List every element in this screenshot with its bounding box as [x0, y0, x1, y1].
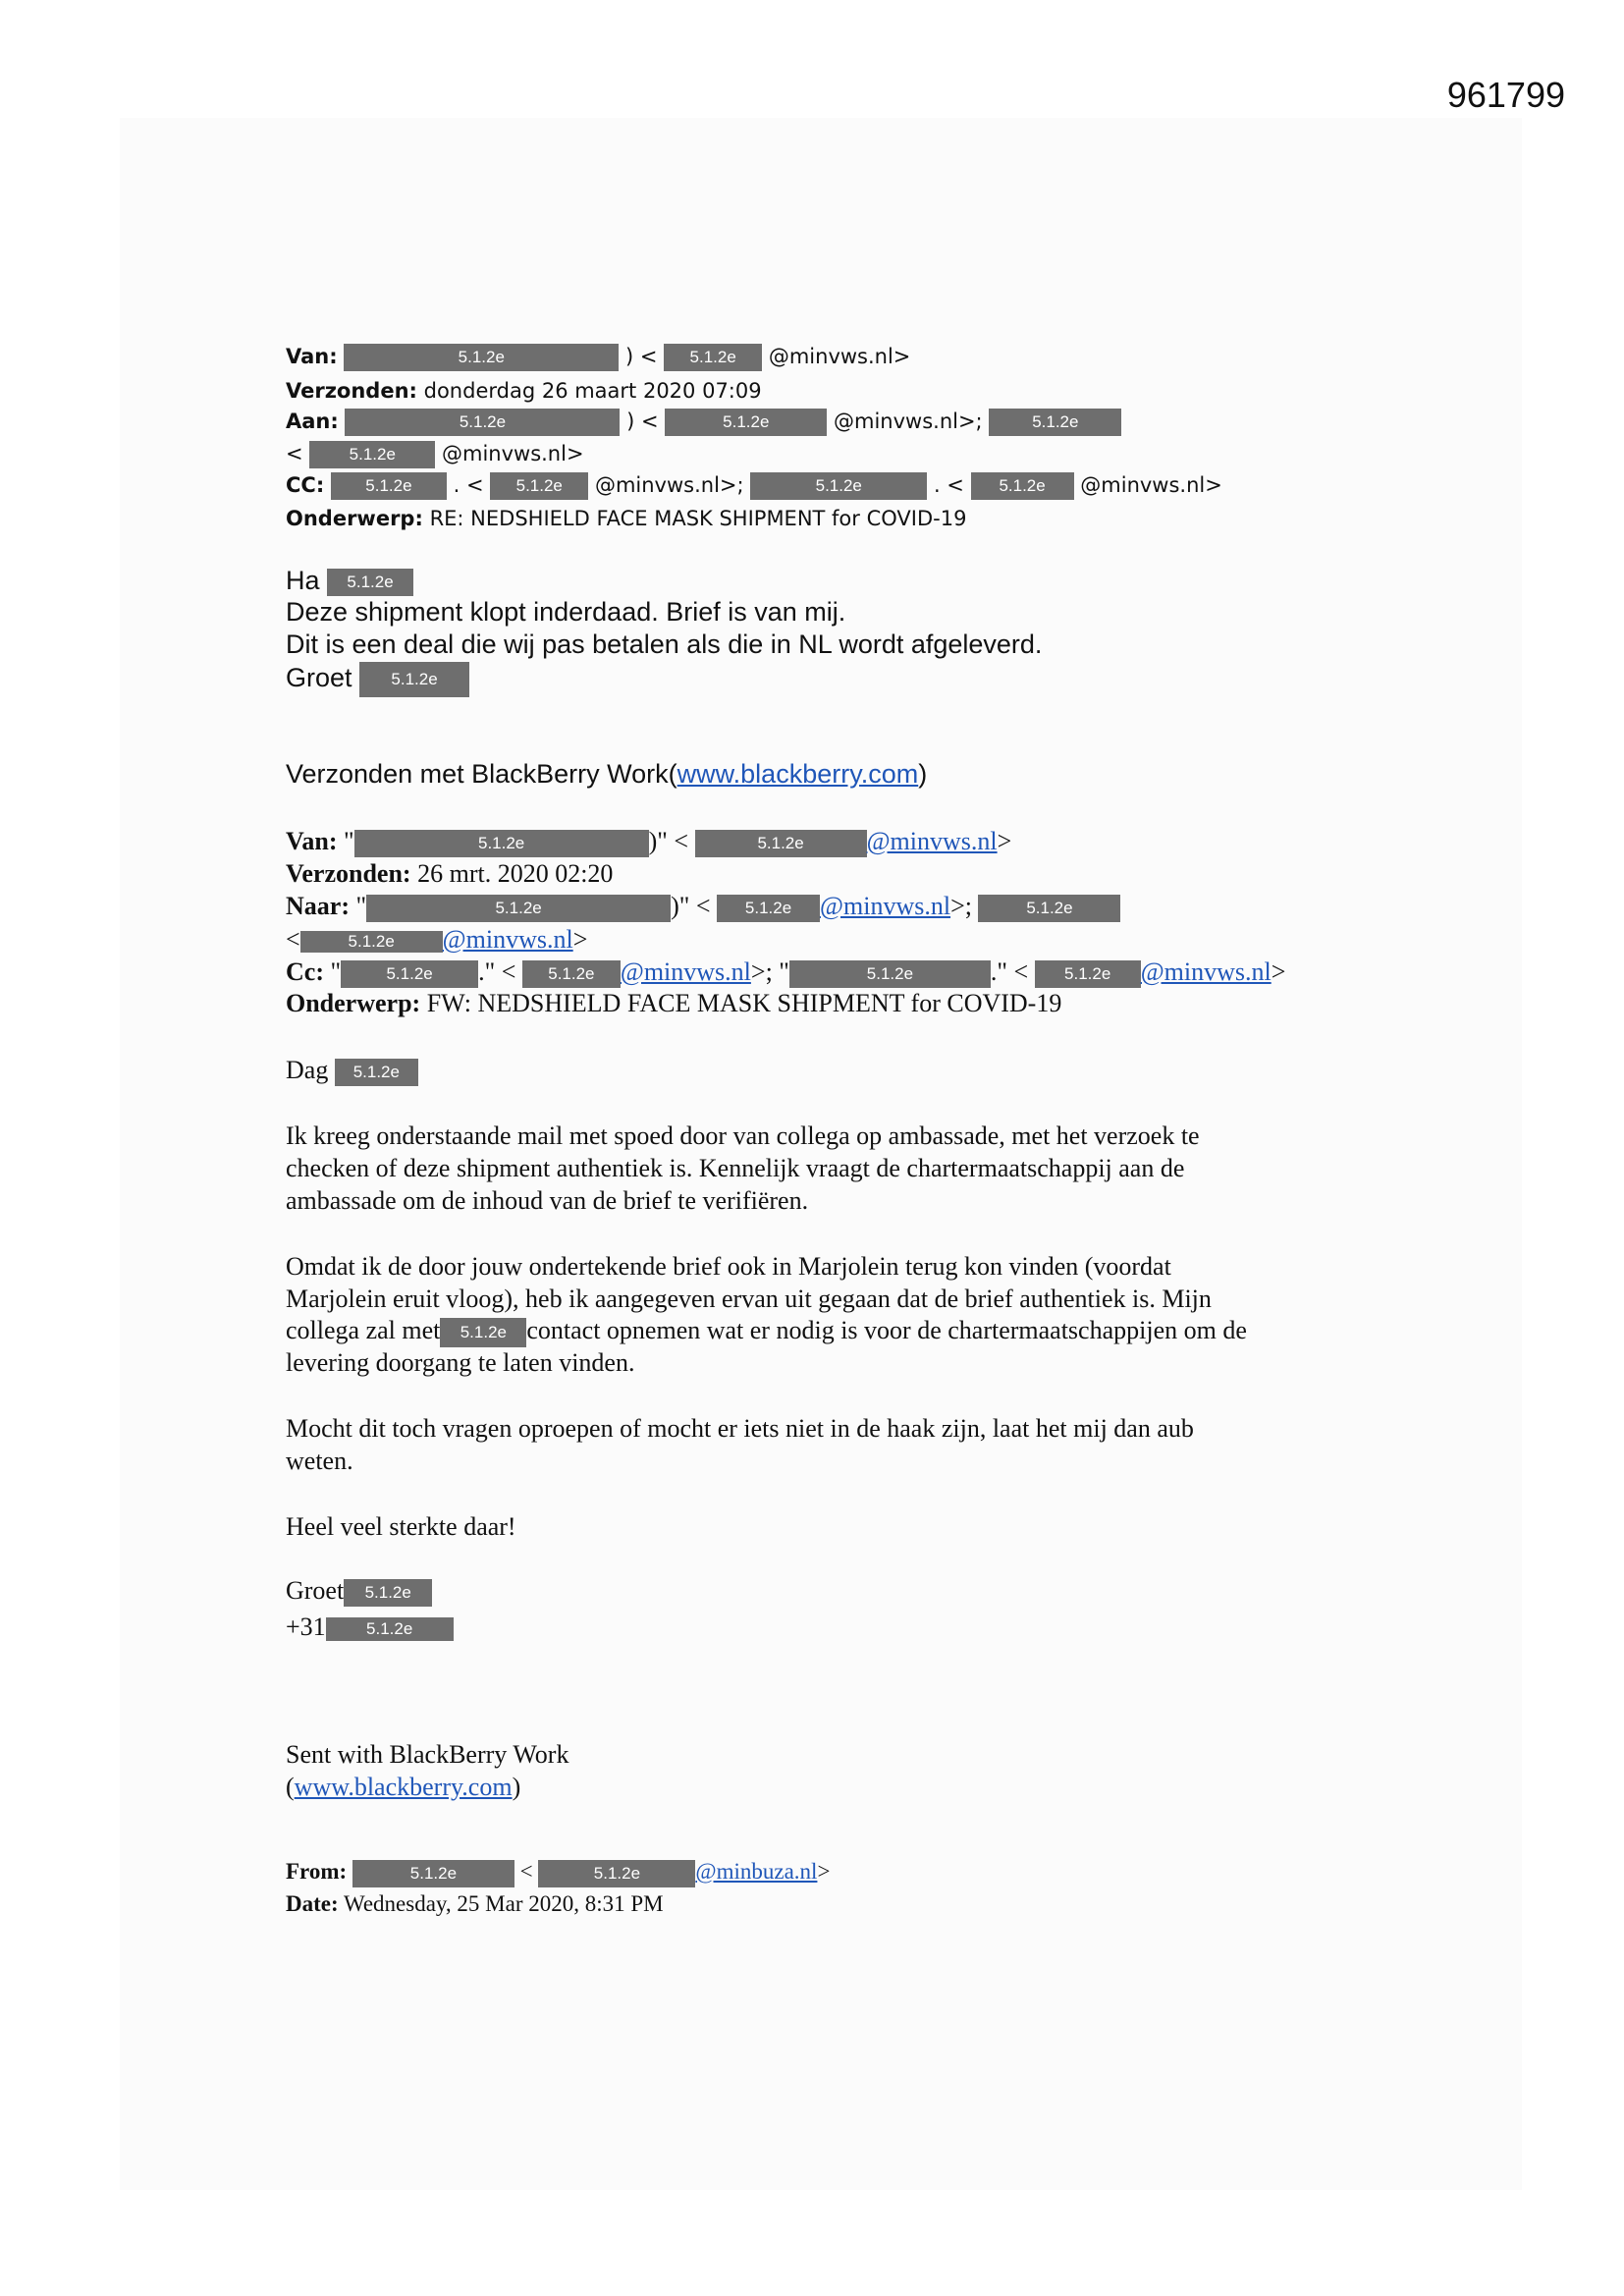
- email1-van-line: [286, 344, 910, 371]
- redaction-box: 5.1.2e: [354, 830, 649, 857]
- angle-open: ." <: [990, 957, 1029, 986]
- email2-p1-line3: ambassade om de inhoud van de brief te verifiëren.: [286, 1186, 809, 1215]
- quote: ": [355, 892, 367, 920]
- email2-cc-email1[interactable]: @minvws.nl: [620, 957, 751, 986]
- blackberry-link[interactable]: www.blackberry.com: [677, 759, 919, 789]
- email2-onderwerp-line: [286, 989, 1061, 1018]
- email1-aan-suffix: @minvws.nl>;: [834, 410, 983, 433]
- paren-close: ): [512, 1773, 521, 1801]
- angle-close: >: [997, 827, 1012, 855]
- email1-body-line2: Dit is een deal die wij pas betalen als die in NL wordt afgeleverd.: [286, 629, 1043, 659]
- email1-verzonden-value: donderdag 26 maart 2020 07:09: [423, 379, 762, 403]
- email2-greeting-line: [286, 1056, 418, 1086]
- redaction-box: 5.1.2e: [978, 895, 1120, 922]
- redaction-box: 5.1.2e: [665, 409, 827, 436]
- document-number: 961799: [1446, 75, 1565, 115]
- email2-sent-with: Sent with BlackBerry Work: [286, 1740, 569, 1769]
- email1-sent-with: Verzonden met BlackBerry Work(: [286, 759, 677, 789]
- redaction-box: 5.1.2e: [490, 472, 588, 500]
- email3-date-label: Date:: [286, 1891, 339, 1916]
- email3-date-line: [286, 1891, 664, 1917]
- email3-from-line: [286, 1859, 830, 1887]
- email1-cc-label: CC:: [286, 473, 325, 497]
- email2-greeting: Dag: [286, 1056, 329, 1084]
- angle-open: )" <: [648, 827, 689, 855]
- email2-phone-prefix: +31: [286, 1613, 326, 1641]
- redaction-box: 5.1.2e: [664, 344, 762, 371]
- redaction-box: 5.1.2e: [341, 960, 478, 988]
- redaction-box: 5.1.2e: [344, 1579, 432, 1607]
- email2-van-line: [286, 827, 1011, 857]
- email1-sent-with-line: [286, 759, 927, 790]
- redaction-box: 5.1.2e: [300, 931, 443, 953]
- email2-cc-line: [286, 957, 1285, 988]
- email2-naar2-line: [286, 925, 587, 955]
- email2-naar-label: Naar:: [286, 892, 350, 920]
- redaction-box: 5.1.2e: [1035, 960, 1141, 988]
- email1-verzonden-label: Verzonden:: [286, 379, 417, 403]
- email2-van-email[interactable]: @minvws.nl: [866, 827, 998, 855]
- quote: ": [330, 957, 342, 986]
- email2-p1-line2: checken of deze shipment authentiek is. Kennelijk vraagt de chartermaatschappij aan de: [286, 1154, 1185, 1182]
- redaction-box: 5.1.2e: [750, 472, 927, 500]
- quote: ": [344, 827, 354, 855]
- email2-p2-line3: [286, 1316, 1247, 1347]
- email1-aan2-line: [286, 441, 584, 468]
- angle-open: ) <: [625, 345, 658, 368]
- email2-closing-line: [286, 1576, 432, 1607]
- redaction-box: 5.1.2e: [335, 1059, 418, 1086]
- email1-onderwerp-value: RE: NEDSHIELD FACE MASK SHIPMENT for COVID-19: [429, 507, 967, 530]
- email2-naar2-email[interactable]: @minvws.nl: [442, 925, 573, 954]
- email2-van-label: Van:: [286, 827, 338, 855]
- email2-p2-line3b: contact opnemen wat er nodig is voor de chartermaatschappijen om de: [526, 1316, 1247, 1344]
- email1-cc-line: [286, 472, 1222, 500]
- email2-verzonden-label: Verzonden:: [286, 859, 411, 888]
- angle-open: ." <: [478, 957, 516, 986]
- email2-p2-line4: levering doorgang te laten vinden.: [286, 1348, 635, 1377]
- email1-aan-line: [286, 409, 1121, 436]
- email2-p4: Heel veel sterkte daar!: [286, 1512, 516, 1541]
- email1-onderwerp-line: [286, 507, 966, 530]
- email2-p2-line2: Marjolein eruit vloog), heb ik aangegeven ervan uit gegaan dat de brief authentiek is. Mijn: [286, 1285, 1212, 1313]
- angle-open: <: [286, 925, 300, 954]
- email2-cc-email2[interactable]: @minvws.nl: [1140, 957, 1272, 986]
- email2-closing: Groet: [286, 1576, 345, 1605]
- separator: >;: [950, 892, 972, 920]
- paren-open: (: [286, 1773, 295, 1801]
- redaction-box: 5.1.2e: [309, 441, 435, 468]
- redaction-box: 5.1.2e: [538, 1860, 695, 1887]
- blackberry-link-2[interactable]: www.blackberry.com: [294, 1773, 513, 1801]
- redaction-box: 5.1.2e: [971, 472, 1074, 500]
- email3-from-label: From:: [286, 1859, 348, 1884]
- email2-p1-line1: Ik kreeg onderstaande mail met spoed door van collega op ambassade, met het verzoek te: [286, 1121, 1200, 1150]
- email1-cc-suffix2: @minvws.nl>: [1080, 473, 1222, 497]
- redaction-box: 5.1.2e: [989, 409, 1121, 436]
- email2-phone-line: [286, 1613, 454, 1642]
- email2-naar-email[interactable]: @minvws.nl: [820, 892, 951, 920]
- angle-open: . <: [933, 473, 964, 497]
- angle-close: >: [1271, 957, 1286, 986]
- email3-from-email[interactable]: @minbuza.nl: [695, 1859, 818, 1884]
- redaction-box: 5.1.2e: [366, 895, 671, 922]
- email1-sent-close: ): [918, 759, 928, 789]
- angle-open: . <: [453, 473, 484, 497]
- email1-van-suffix: @minvws.nl>: [768, 345, 911, 368]
- redaction-box: 5.1.2e: [440, 1318, 526, 1347]
- redaction-box: 5.1.2e: [717, 895, 820, 922]
- email1-greeting-line: [286, 566, 413, 596]
- email2-verzonden-value: 26 mrt. 2020 02:20: [417, 859, 614, 888]
- email1-closing: Groet: [286, 663, 352, 693]
- email2-p3-line1: Mocht dit toch vragen oproepen of mocht er iets niet in de haak zijn, laat het mij dan aub: [286, 1414, 1194, 1443]
- email1-body-line1: Deze shipment klopt inderdaad. Brief is van mij.: [286, 597, 846, 627]
- redaction-box: 5.1.2e: [331, 472, 447, 500]
- angle-open: <: [286, 442, 303, 465]
- email2-p2-line3a: collega zal met: [286, 1316, 441, 1344]
- email1-verzonden-line: [286, 379, 762, 403]
- email1-onderwerp-label: Onderwerp:: [286, 507, 423, 530]
- email2-verzonden-line: [286, 859, 613, 889]
- email2-cc-label: Cc:: [286, 957, 324, 986]
- email2-p2-line1: Omdat ik de door jouw ondertekende brief ook in Marjolein terug kon vinden (voordat: [286, 1252, 1171, 1281]
- email1-van-label: Van:: [286, 345, 338, 368]
- angle-open: ) <: [626, 410, 659, 433]
- email2-sent-link-line: [286, 1773, 520, 1802]
- angle-open: )" <: [671, 892, 711, 920]
- redaction-box: 5.1.2e: [522, 960, 621, 988]
- redaction-box: 5.1.2e: [327, 569, 413, 596]
- angle-open: <: [519, 1859, 533, 1884]
- email1-closing-line: [286, 662, 469, 697]
- email2-onderwerp-label: Onderwerp:: [286, 989, 421, 1017]
- email2-naar-line: [286, 892, 1120, 922]
- email1-aan-label: Aan:: [286, 410, 339, 433]
- email2-onderwerp-value: FW: NEDSHIELD FACE MASK SHIPMENT for COVID-19: [426, 989, 1062, 1017]
- redaction-box: 5.1.2e: [789, 960, 991, 988]
- redaction-box: 5.1.2e: [326, 1617, 454, 1641]
- redaction-box: 5.1.2e: [695, 830, 867, 857]
- redaction-box: 5.1.2e: [344, 344, 619, 371]
- redaction-box: 5.1.2e: [359, 662, 469, 697]
- redaction-box: 5.1.2e: [352, 1860, 514, 1887]
- angle-close: >: [817, 1859, 831, 1884]
- angle-close: >: [572, 925, 588, 954]
- email1-aan2-suffix: @minvws.nl>: [441, 442, 584, 465]
- email2-p3-line2: weten.: [286, 1447, 353, 1475]
- email3-date-value: Wednesday, 25 Mar 2020, 8:31 PM: [343, 1891, 664, 1916]
- email1-greeting: Ha: [286, 566, 320, 595]
- email1-cc-suffix1: @minvws.nl>;: [594, 473, 744, 497]
- separator: >; ": [750, 957, 789, 986]
- redaction-box: 5.1.2e: [345, 409, 620, 436]
